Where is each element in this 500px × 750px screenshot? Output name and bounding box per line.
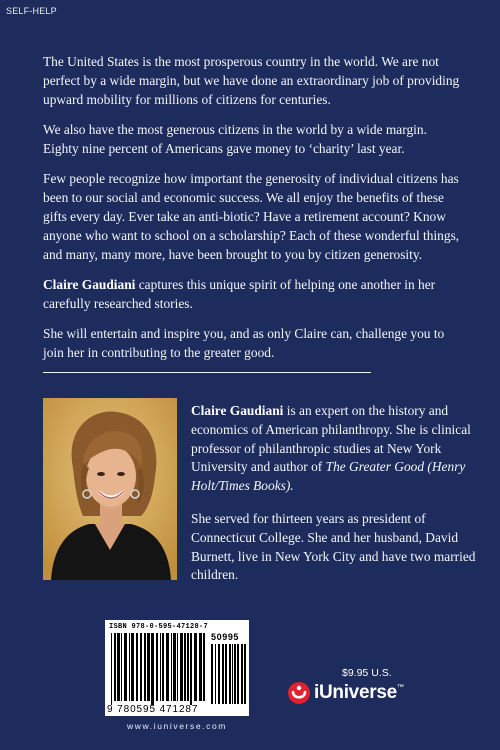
publisher-logo bbox=[287, 680, 404, 706]
barcode-bar bbox=[121, 633, 122, 701]
price-barcode-bar bbox=[215, 644, 216, 704]
barcode-bar bbox=[173, 633, 176, 701]
barcode-bar bbox=[156, 633, 158, 701]
blurb-paragraph-4 bbox=[43, 275, 463, 313]
barcode-bar bbox=[180, 633, 183, 701]
price-barcode-bar bbox=[211, 644, 213, 704]
price-barcode-bar bbox=[244, 644, 246, 704]
barcode-bar bbox=[194, 633, 197, 701]
barcode-bar bbox=[162, 633, 164, 701]
iuniverse-swirl-icon bbox=[287, 681, 311, 705]
bio-book-title: The Greater Good bbox=[325, 459, 425, 475]
barcode-bar bbox=[117, 633, 120, 701]
barcode-bar bbox=[124, 633, 127, 701]
barcode-bar bbox=[160, 633, 161, 701]
blurb-paragraph-1: The United States is the most prosperous country in the world. We are not perfect by a wide margin, but we have done an extraordinary job of providing upward mobility for millions of citizens for centuries. bbox=[43, 54, 460, 107]
price-barcode-bar bbox=[237, 644, 239, 704]
publisher-name: iUniverse bbox=[314, 682, 397, 703]
author-name-bold: Claire Gaudiani bbox=[43, 277, 136, 292]
bio-text-a: is an expert on the history and economics of American philanthropy. She is clinical professor of philanthropic studies at New York University and author of bbox=[191, 403, 471, 475]
barcode-bar bbox=[147, 633, 150, 701]
back-cover-blurb bbox=[43, 52, 463, 373]
barcode-bar bbox=[190, 633, 192, 705]
author-photo bbox=[43, 398, 177, 580]
price-barcode-bar bbox=[218, 644, 220, 704]
cover-price: $9.95 U.S. bbox=[342, 667, 392, 679]
barcode-bar bbox=[114, 633, 116, 701]
blurb-paragraph-4-text: captures this unique spirit of helping one another in her carefully researched stories. bbox=[43, 277, 436, 311]
bio-paragraph-2: She served for thirteen years as president of Connecticut College. She and her husband, David Burnett, live in New York City and have two married children. bbox=[191, 510, 476, 583]
publisher-website: www.iuniverse.com bbox=[127, 721, 227, 731]
blurb-paragraph-2: We also have the most generous citizens in the world by a wide margin. Eighty nine percent of Americans gave money to ‘charity’ last year. bbox=[43, 122, 427, 156]
price-barcode-bar bbox=[225, 644, 227, 704]
barcode-bar bbox=[184, 633, 186, 701]
price-barcode-bar bbox=[232, 644, 233, 704]
isbn-number: ISBN 978-0-595-47128-7 bbox=[109, 623, 209, 631]
price-barcode-bar bbox=[229, 644, 231, 704]
divider-rule bbox=[43, 372, 371, 373]
blurb-paragraph-5: She will entertain and inspire you, and as only Claire can, challenge you to join her in contributing to the greater good. bbox=[43, 326, 445, 360]
barcode-bar bbox=[136, 633, 138, 701]
barcode-bar bbox=[203, 633, 205, 701]
barcode-price-code: 50995 bbox=[211, 632, 240, 642]
price-barcode-bar bbox=[222, 644, 224, 704]
bio-book-publisher: (Henry Holt/Times Books). bbox=[191, 459, 466, 494]
barcode-bar bbox=[199, 633, 202, 701]
price-barcode-bar bbox=[234, 644, 236, 704]
bio-author-name: Claire Gaudiani bbox=[191, 403, 284, 418]
bio-paragraph-1 bbox=[191, 402, 481, 496]
barcode-bar bbox=[144, 633, 146, 701]
trademark-symbol: ™ bbox=[396, 684, 404, 691]
author-portrait-illustration bbox=[43, 398, 177, 580]
barcode-bar bbox=[151, 633, 154, 705]
barcode-bar bbox=[171, 633, 172, 701]
author-bio bbox=[191, 402, 481, 599]
barcode-bar bbox=[129, 633, 130, 701]
ean-digits: 9 780595 471287 bbox=[107, 704, 199, 715]
category-label: SELF-HELP bbox=[6, 6, 57, 16]
isbn-barcode bbox=[105, 620, 249, 716]
barcode-bar bbox=[187, 633, 189, 701]
barcode-bar bbox=[140, 633, 142, 701]
price-barcode-bar bbox=[241, 644, 243, 704]
barcode-bar bbox=[131, 633, 134, 701]
barcode-bar bbox=[111, 633, 112, 705]
barcode-bar bbox=[177, 633, 178, 701]
blurb-paragraph-3: Few people recognize how important the generosity of individual citizens has been to our social and economic success. We all enjoy the benefits of these gifts every day. Ever take an anti-biotic? Have a retirement account? Know anyone who want to school on a scholarship? Each of these wonderful things, and many, many more, have been brought to you by citizen generosity. bbox=[43, 171, 460, 262]
barcode-bar bbox=[166, 633, 169, 701]
